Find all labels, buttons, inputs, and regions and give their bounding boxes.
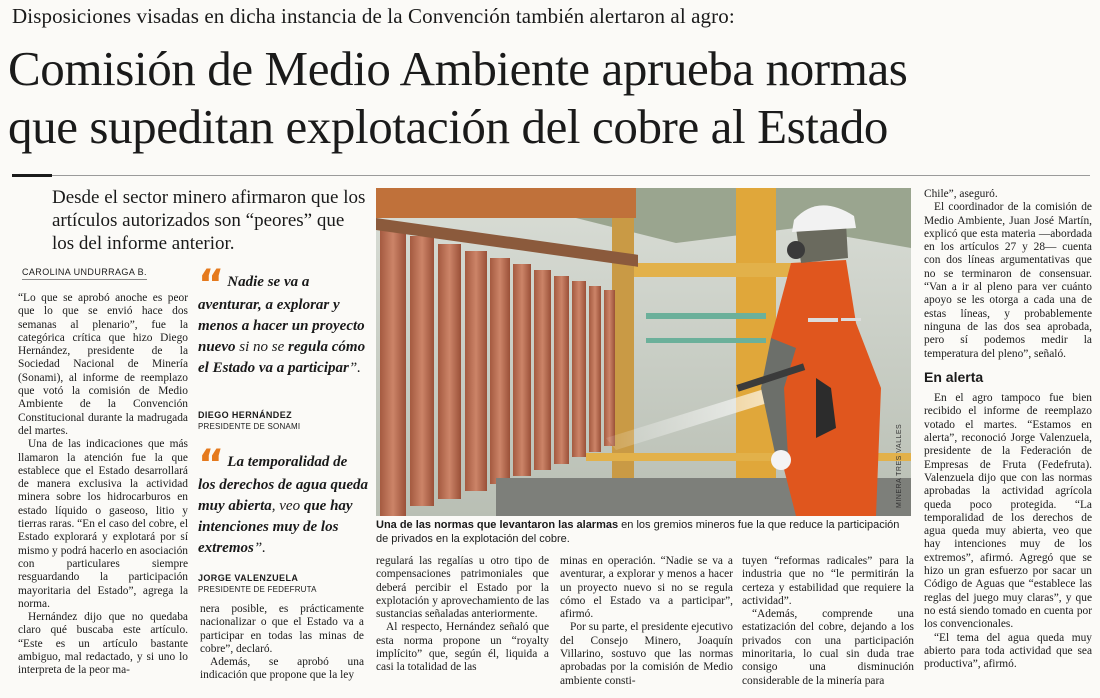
body-column-4: [560, 555, 733, 696]
caption-text: en los gremios mineros fue la que reduce la participación de privados en la explotación del cobre.: [376, 519, 900, 545]
caption-bold: Una de las normas que levantaron las alarmas: [376, 519, 619, 531]
paragraph: regulará las regalías u otro tipo de compensaciones patrimoniales que deberá percibir el Estado por la explotación y aprovechamiento de las sustancias señaladas anteriormente.: [376, 555, 549, 621]
paragraph: “El tema del agua queda muy abierto para toda actividad que sea productiva”, afirmó.: [924, 631, 1092, 671]
quote-source-role: PRESIDENTE DE FEDEFRUTA: [198, 585, 317, 594]
quote-mark-icon: “: [198, 442, 225, 488]
quote-mark-icon: “: [198, 262, 225, 308]
photo-caption: [376, 518, 911, 546]
quote-text-bold: La temporalidad de los derechos de agua queda muy abierta: [198, 454, 368, 514]
paragraph: Por su parte, el presidente ejecutivo del Consejo Minero, Joaquín Villarino, sostuvo que las normas aprobadas por la comisión de Medio ambiente consti-: [560, 621, 733, 687]
paragraph: “Lo que se aprobó anoche es peor que lo que se envió hace dos semanas al plenario”, fue la categórica crítica que hizo Diego Hernández, presidente de la Sociedad Nacional de Minería (Sonami), al informe de reemplazo que votó la comisión de Medio Ambiente de la Convención Constitucional durante la madrugada del martes.: [18, 292, 188, 437]
quote-source-valenzuela: [198, 573, 368, 595]
quote-text-bold: Nadie se va a aventurar, a explorar y menos a hacer un proyecto nuevo: [198, 274, 365, 355]
mining-worker-illustration: [376, 188, 911, 516]
quote-source-role: PRESIDENTE DE SONAMI: [198, 422, 301, 431]
section-subhead: En alerta: [924, 368, 984, 385]
body-column-6: [924, 188, 1092, 696]
photo-credit: MINERA TRES VALLES: [896, 423, 903, 508]
paragraph: Hernández dijo que no quedaba claro qué buscaba este artículo. “Este es un artículo bastante ambiguo, mal redactado, y si uno lo interpreta de la peor ma-: [18, 611, 188, 677]
quote-text-regular: , veo: [271, 498, 304, 514]
body-column-2: [200, 603, 364, 696]
headline-line-1: Comisión de Medio Ambiente aprueba normas: [8, 41, 908, 96]
pull-quote-valenzuela: [198, 442, 368, 559]
paragraph: Una de las indicaciones que más llamaron la atención fue la que establece que el Estado desarrollará de manera exclusiva la actividad minera sobre los hidrocarburos en estado líquido o gaseoso, litio y tierras raras. “En el caso del cobre, el Estado explorará y explotará por sí mismo y podrá hacerlo en asociación con particulares siempre resguardando la participación mayoritaria del Estado”, agrega la norma.: [18, 438, 188, 610]
paragraph: “Además, comprende una estatización del cobre, dejando a los privados con una participación minoritaria, lo cual sin duda trae consigo una disminución considerable de la minería para: [742, 608, 914, 687]
body-column-3: [376, 555, 549, 696]
paragraph: Al respecto, Hernández señaló que esta norma propone un “royalty implícito” que, según él, liquida a casi la totalidad de las: [376, 621, 549, 674]
body-column-5: [742, 555, 914, 696]
article-kicker: Disposiciones visadas en dicha instancia de la Convención también alertaron al agro:: [12, 4, 735, 28]
headline-line-2: que supeditan explotación del cobre al Estado: [8, 99, 889, 154]
paragraph: tuyen “reformas radicales” para la industria que no “le permitirán la certeza y estabilidad que requiere la actividad”.: [742, 555, 914, 607]
article-byline: CAROLINA UNDURRAGA B.: [22, 267, 147, 280]
paragraph: Además, se aprobó una indicación que propone que la ley: [200, 656, 364, 682]
article-photo: [376, 188, 911, 516]
paragraph: En el agro tampoco fue bien recibido el informe de reemplazo votado el martes. “Estamos en alerta”, reconoció Jorge Valenzuela, presidente de la Federación de Empresas de Fruta (Fedefruta). Valenzuela dijo que con las normas aprobadas la actividad agrícola queda poco protegida. “La temporalidad de los derechos de agua queda muy abierta, veo que hay intenciones muy de los extremos”, afirmó. Agregó que se hizo un gran esfuerzo por sacar un Código de Aguas que “establece las reglas del juego muy claras”, y que no está siendo tomado en cuenta por los convencionales.: [924, 392, 1092, 631]
quote-source-name: JORGE VALENZUELA: [198, 573, 299, 583]
quote-text-bold-2: regula cómo el Estado va a participar: [198, 339, 366, 376]
paragraph: minas en operación. “Nadie se va a aventurar, a explorar y menos a hacer un proyecto nuevo si no se regula cómo el Estado va a participar”, afirmó.: [560, 555, 733, 621]
quote-text-end: ”.: [348, 360, 361, 376]
quote-text-end: ”.: [253, 540, 266, 556]
quote-text-regular: si no se: [235, 339, 288, 355]
quote-text-bold-2: que hay intenciones muy de los extremos: [198, 498, 353, 556]
quote-source-hernandez: [198, 410, 368, 432]
pull-quote-hernandez: [198, 262, 368, 379]
headline-rule-tab: [12, 174, 52, 177]
paragraph: Chile”, aseguró.: [924, 188, 998, 200]
paragraph: El coordinador de la comisión de Medio Ambiente, Juan José Martín, explicó que esta materia —abordada en los artículos 27 y 28— cuenta con dos líneas argumentativas que no se terminaron de consensuar. “Van a ir al pleno para ver cuánto apoyo se les otorga a cada una de estas líneas, y probablemente ninguna de las dos sea aprobada, pero sí podemos medir la temperatura del pleno”, señaló.: [924, 201, 1092, 360]
article-deck: Desde el sector minero afirmaron que los artículos autorizados son “peores” que los del informe anterior.: [52, 187, 366, 254]
body-column-1: [18, 292, 188, 696]
article-headline: [8, 40, 1098, 156]
paragraph: nera posible, es prácticamente nacionalizar o que el Estado va a participar en todas las minas de cobre”, declaró.: [200, 603, 364, 655]
headline-rule: [12, 175, 1090, 176]
quote-source-name: DIEGO HERNÁNDEZ: [198, 410, 293, 420]
